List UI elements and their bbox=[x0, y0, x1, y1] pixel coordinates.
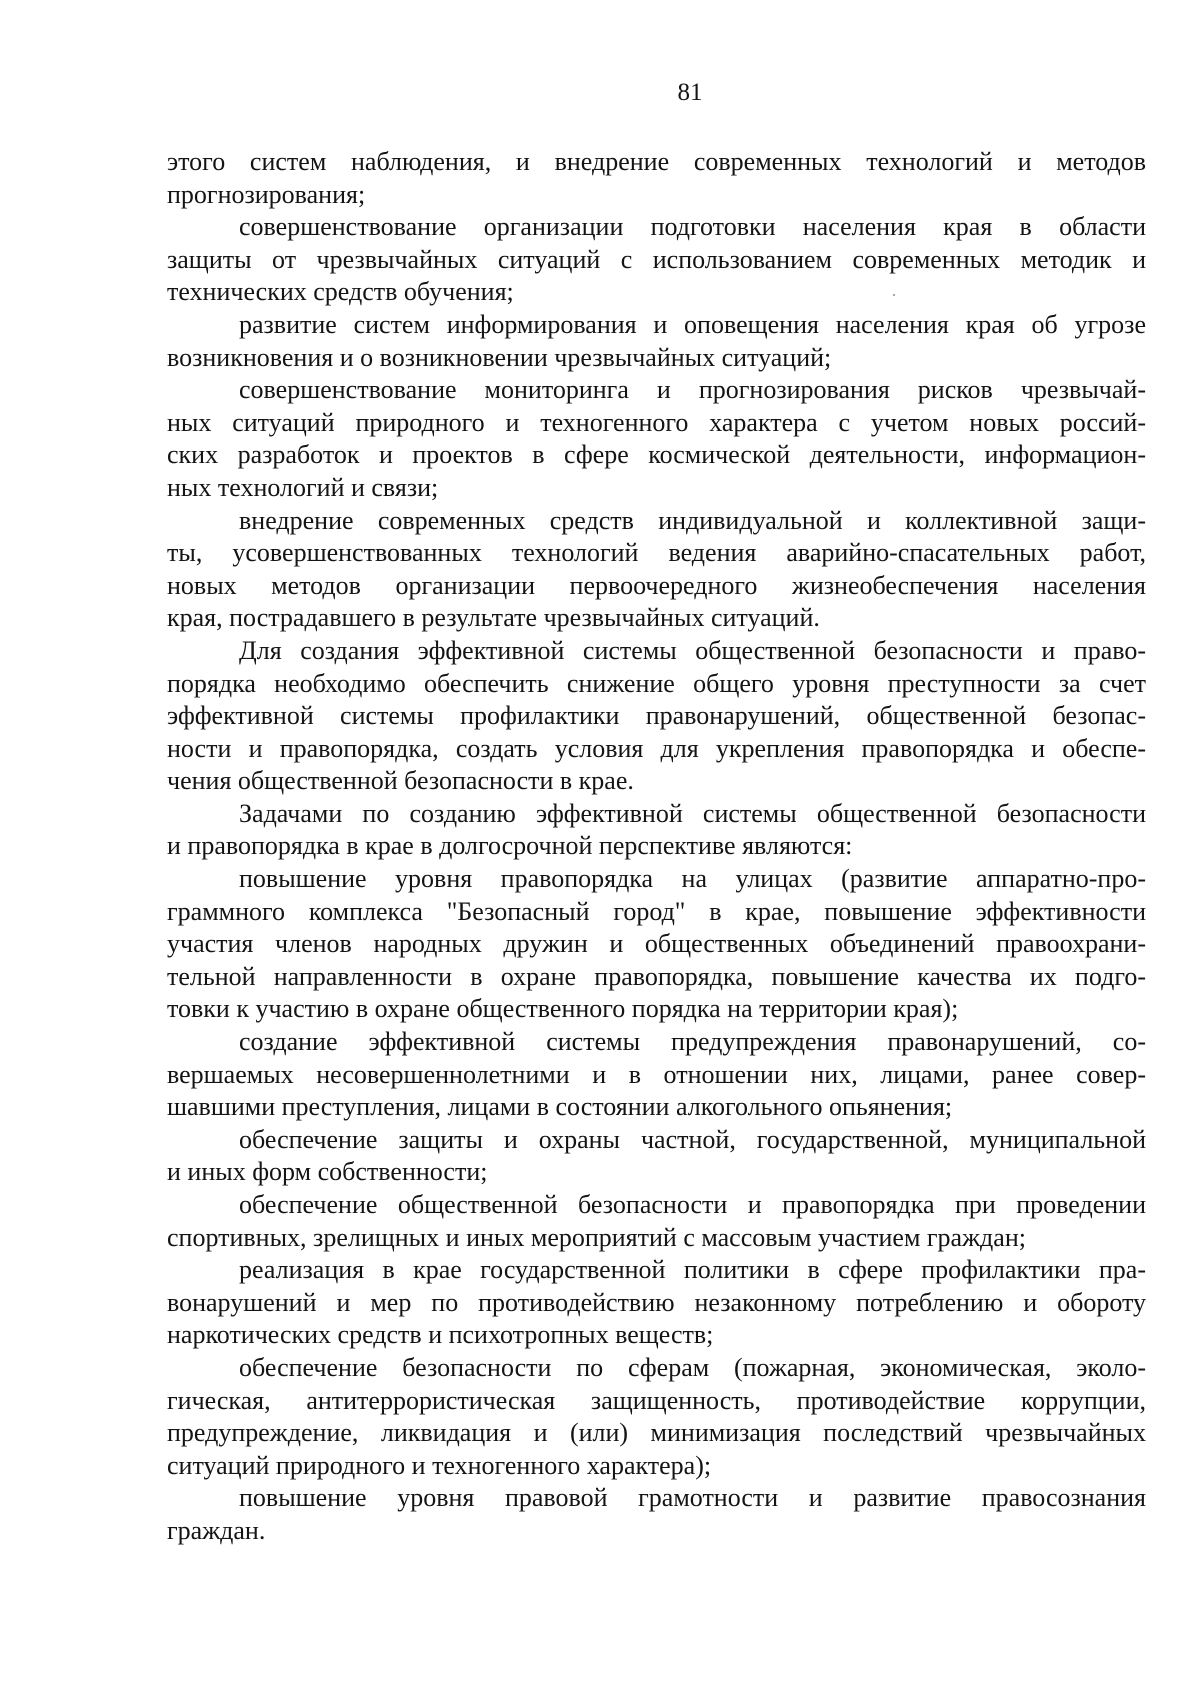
paragraph bbox=[167, 146, 1146, 211]
text-line: развитие систем информирования и оповещения населения края об угрозе bbox=[239, 309, 1146, 339]
text-line: возникновения и о возникновении чрезвычайных ситуаций; bbox=[167, 342, 832, 372]
text-line: граммного комплекса "Безопасный город" в крае, повышение эффективности bbox=[167, 896, 1146, 926]
text-line: шавшими преступления, лицами в состоянии алкогольного опьянения; bbox=[167, 1092, 953, 1122]
text-line: прогнозирования; bbox=[167, 179, 366, 209]
text-line: создание эффективной системы предупреждения правонарушений, со- bbox=[239, 1027, 1146, 1057]
paragraph bbox=[167, 374, 1146, 504]
text-line: порядка необходимо обеспечить снижение общего уровня преступности за счет bbox=[167, 668, 1146, 698]
text-line: защиты от чрезвычайных ситуаций с использованием современных методик и bbox=[167, 244, 1146, 274]
paragraph bbox=[167, 1124, 1146, 1189]
text-line: края, пострадавшего в результате чрезвычайных ситуаций. bbox=[167, 603, 820, 633]
text-line: наркотических средств и психотропных веществ; bbox=[167, 1320, 714, 1350]
text-line: новых методов организации первоочередного жизнеобеспечения населения bbox=[167, 570, 1146, 600]
paragraph bbox=[167, 211, 1146, 309]
text-line: повышение уровня правопорядка на улицах (развитие аппаратно-про- bbox=[239, 864, 1146, 894]
paragraph bbox=[167, 1189, 1146, 1254]
text-line: спортивных, зрелищных и иных мероприятий с массовым участием граждан; bbox=[167, 1222, 1026, 1252]
text-line: чения общественной безопасности в крае. bbox=[167, 766, 634, 796]
text-line: ты, усовершенствованных технологий ведения аварийно-спасательных работ, bbox=[167, 538, 1146, 568]
text-line: участия членов народных дружин и общественных объединений правоохрани- bbox=[167, 929, 1146, 959]
text-line: ных технологий и связи; bbox=[167, 472, 439, 502]
text-line: предупреждение, ликвидация и (или) минимизация последствий чрезвычайных bbox=[167, 1418, 1146, 1448]
text-line: совершенствование организации подготовки населения края в области bbox=[239, 212, 1146, 242]
text-line: ных ситуаций природного и техногенного характера с учетом новых россий- bbox=[167, 407, 1146, 437]
text-line: товки к участию в охране общественного порядка на территории края); bbox=[167, 994, 959, 1024]
text-line: обеспечение безопасности по сферам (пожарная, экономическая, эколо- bbox=[239, 1352, 1146, 1382]
text-line: совершенствование мониторинга и прогнозирования рисков чрезвычай- bbox=[239, 375, 1146, 405]
paragraph bbox=[167, 798, 1146, 863]
text-line: гическая, антитеррористическая защищенность, противодействие коррупции, bbox=[167, 1385, 1146, 1415]
text-line: граждан. bbox=[167, 1515, 266, 1545]
text-line: ситуаций природного и техногенного характера); bbox=[167, 1450, 712, 1480]
paragraph bbox=[167, 863, 1146, 1026]
text-line: обеспечение защиты и охраны частной, государственной, муниципальной bbox=[239, 1124, 1146, 1154]
text-line: Задачами по созданию эффективной системы общественной безопасности bbox=[239, 798, 1146, 828]
text-line: и правопорядка в крае в долгосрочной перспективе являются: bbox=[167, 831, 853, 861]
text-line: повышение уровня правовой грамотности и развитие правосознания bbox=[239, 1483, 1146, 1513]
paragraph bbox=[167, 635, 1146, 798]
text-line: ности и правопорядка, создать условия для укрепления правопорядка и обеспе- bbox=[167, 733, 1146, 763]
paragraph bbox=[167, 1482, 1146, 1547]
text-line: ских разработок и проектов в сфере космической деятельности, информацион- bbox=[167, 440, 1146, 470]
page-number: 81 bbox=[677, 79, 703, 106]
text-line: внедрение современных средств индивидуальной и коллективной защи- bbox=[239, 505, 1146, 535]
text-line: и иных форм собственности; bbox=[167, 1157, 488, 1187]
text-line: реализация в крае государственной политики в сфере профилактики пра- bbox=[239, 1255, 1146, 1285]
text-line: этого систем наблюдения, и внедрение современных технологий и методов bbox=[167, 147, 1146, 176]
text-line: технических средств обучения; bbox=[167, 277, 514, 307]
paragraph bbox=[167, 1254, 1146, 1352]
text-line: Для создания эффективной системы общественной безопасности и право- bbox=[239, 635, 1146, 665]
text-line: эффективной системы профилактики правонарушений, общественной безопас- bbox=[167, 701, 1146, 731]
text-line: вонарушений и мер по противодействию незаконному потреблению и обороту bbox=[167, 1287, 1146, 1317]
paragraph bbox=[167, 309, 1146, 374]
text-line: вершаемых несовершеннолетними и в отношении них, лицами, ранее совер- bbox=[167, 1059, 1146, 1089]
paragraph bbox=[167, 505, 1146, 635]
paragraph bbox=[167, 1026, 1146, 1124]
paragraph bbox=[167, 1352, 1146, 1482]
text-line: обеспечение общественной безопасности и правопорядка при проведении bbox=[239, 1190, 1146, 1219]
text-line: тельной направленности в охране правопорядка, повышение качества их подго- bbox=[167, 961, 1146, 991]
body-text bbox=[167, 146, 1146, 1548]
